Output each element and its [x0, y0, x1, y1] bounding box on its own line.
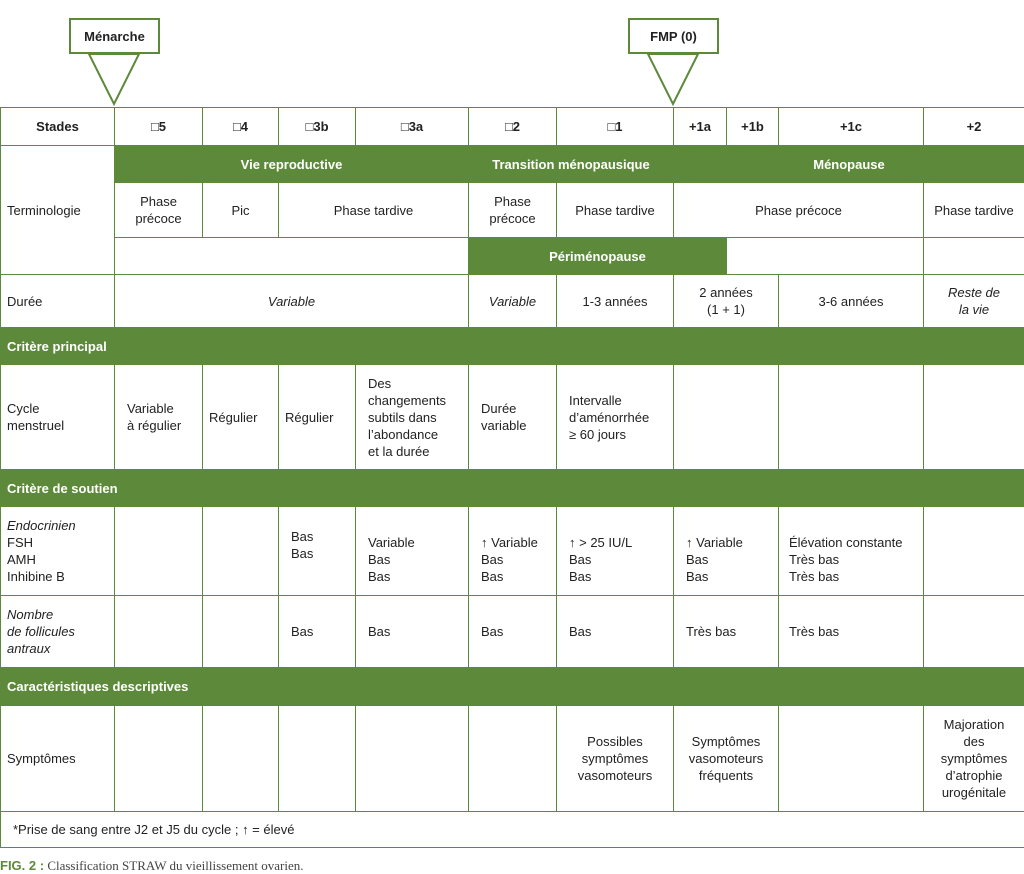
cell-line: et la durée	[368, 443, 430, 459]
stages-header-row	[1, 108, 1024, 146]
cell-line: fréquents	[698, 768, 754, 783]
straw-table	[0, 107, 1024, 848]
cell-line: Bas	[481, 551, 504, 567]
cell-line: Bas	[686, 551, 709, 567]
follicules-row	[1, 596, 1024, 668]
fmp-arrow-icon	[628, 52, 719, 106]
cell-line: vasomoteurs	[577, 768, 653, 783]
cycle-s4: Régulier	[203, 365, 279, 470]
foll-s3b: Bas	[279, 596, 356, 668]
foll-p1c: Très bas	[779, 596, 924, 668]
empty-cell	[924, 238, 1024, 275]
stage-header: □3a	[356, 108, 469, 146]
caption-prefix: FIG. 2 :	[0, 858, 45, 873]
fmp-marker	[628, 18, 719, 106]
cell-line: Possibles	[587, 734, 643, 749]
cell-line: subtils dans	[368, 409, 437, 425]
duree-label: Durée	[1, 275, 115, 328]
cell-line: Bas	[291, 529, 314, 544]
duree-s2: Variable	[469, 275, 557, 328]
section-principal: Critère principal	[1, 328, 1024, 365]
phase-cell: Phase tardive	[924, 183, 1024, 238]
cell-line: ↑ Variable	[686, 534, 743, 550]
cycle-row	[1, 365, 1024, 470]
cell-line: Bas	[368, 568, 391, 584]
endo-s2	[469, 507, 557, 596]
cell-line: Symptômes	[691, 734, 761, 749]
cell-line: Bas	[569, 568, 592, 584]
caption-text: Classification STRAW du vieillissement ovarien.	[44, 858, 304, 873]
cell-line: des	[963, 734, 985, 749]
duree-p2	[924, 275, 1024, 328]
cell-line: Durée	[481, 401, 517, 416]
duree-line: Reste de	[947, 285, 1001, 300]
label-line: Cycle	[7, 401, 40, 416]
stage-header: +2	[924, 108, 1024, 146]
cell-line: Élévation constante	[789, 534, 903, 550]
menarche-arrow-icon	[69, 52, 160, 106]
empty-cell	[203, 706, 279, 812]
empty-cell	[356, 706, 469, 812]
cell-line: Variable	[368, 534, 415, 550]
stage-header: +1b	[727, 108, 779, 146]
endo-p1c	[779, 507, 924, 596]
cell-line: variable	[481, 418, 527, 433]
duree-p1ab	[674, 275, 779, 328]
fmp-label: FMP (0)	[628, 18, 719, 54]
endo-s1	[557, 507, 674, 596]
figure-caption	[0, 858, 303, 874]
stage-header: □2	[469, 108, 557, 146]
cell-line: Bas	[481, 568, 504, 584]
empty-cell	[924, 596, 1024, 668]
sympt-p2	[924, 706, 1024, 812]
phase-cell: Phase précoce	[115, 183, 203, 238]
phase-cell: Phase tardive	[279, 183, 469, 238]
duree-s1: 1-3 années	[557, 275, 674, 328]
cell-line: Bas	[291, 546, 314, 561]
foll-p1ab: Très bas	[674, 596, 779, 668]
endo-s3a	[356, 507, 469, 596]
foll-s3a: Bas	[356, 596, 469, 668]
terminology-label: Terminologie	[1, 146, 115, 275]
cell-line: symptômes	[581, 751, 649, 766]
follicules-label	[1, 596, 115, 668]
label-line: AMH	[7, 552, 36, 567]
stage-header: +1a	[674, 108, 727, 146]
menarche-marker	[69, 18, 160, 106]
cell-line: à régulier	[127, 418, 182, 433]
empty-cell	[115, 507, 203, 596]
cell-line: vasomoteurs	[688, 751, 764, 766]
cell-line: ≥ 60 jours	[569, 426, 626, 442]
cycle-s3a	[356, 365, 469, 470]
phase-cell: Pic	[203, 183, 279, 238]
empty-cell	[779, 706, 924, 812]
cell-line: ↑ Variable	[481, 534, 538, 550]
cell-line: Très bas	[789, 551, 840, 567]
stage-header: +1c	[779, 108, 924, 146]
menarche-label: Ménarche	[69, 18, 160, 54]
empty-cell	[203, 507, 279, 596]
cell-line: Variable	[127, 401, 174, 416]
section-descriptives: Caractéristiques descriptives	[1, 668, 1024, 706]
cell-line: Bas	[569, 551, 592, 567]
cell-line: d’aménorrhée	[569, 409, 650, 425]
stages-label: Stades	[1, 108, 115, 146]
phase-cell: Phase précoce	[469, 183, 557, 238]
menopause-band: Ménopause	[674, 146, 1024, 183]
stage-header: □4	[203, 108, 279, 146]
foll-s1: Bas	[557, 596, 674, 668]
empty-cell	[203, 596, 279, 668]
label-line: menstruel	[7, 418, 65, 433]
cell-line: Bas	[368, 551, 391, 567]
cycle-s2	[469, 365, 557, 470]
endo-s3b	[279, 507, 356, 596]
endocrine-label	[1, 507, 115, 596]
symptomes-row	[1, 706, 1024, 812]
vie-reproductive-band: Vie reproductive	[115, 146, 469, 183]
duree-repro: Variable	[115, 275, 469, 328]
empty-cell	[674, 365, 779, 470]
stage-header: □1	[557, 108, 674, 146]
perimenopause-band: Périménopause	[469, 238, 727, 275]
duree-line: la vie	[958, 302, 990, 317]
endo-p1ab	[674, 507, 779, 596]
footnote: *Prise de sang entre J2 et J5 du cycle ; ↑ = élevé	[1, 812, 1024, 848]
sympt-p1ab	[674, 706, 779, 812]
cell-line: d’atrophie	[945, 768, 1003, 783]
transition-band: Transition ménopausique	[469, 146, 674, 183]
foll-s2: Bas	[469, 596, 557, 668]
duree-line: (1 + 1)	[707, 302, 745, 317]
cycle-s3b: Régulier	[279, 365, 356, 470]
cycle-s5	[115, 365, 203, 470]
section-soutien: Critère de soutien	[1, 470, 1024, 507]
cell-line: urogénitale	[941, 785, 1007, 800]
label-line: antraux	[7, 641, 51, 656]
cell-line: changements	[368, 392, 447, 408]
duree-line: 2 années	[699, 285, 753, 300]
label-line: Nombre	[7, 607, 54, 622]
empty-cell	[727, 238, 924, 275]
endocrine-row	[1, 507, 1024, 596]
empty-cell	[469, 706, 557, 812]
empty-cell	[924, 365, 1024, 470]
empty-cell	[779, 365, 924, 470]
label-line: de follicules	[7, 624, 75, 639]
cell-line: Bas	[686, 568, 709, 584]
empty-cell	[924, 507, 1024, 596]
duree-p1c: 3-6 années	[779, 275, 924, 328]
cycle-label	[1, 365, 115, 470]
empty-cell	[115, 706, 203, 812]
symptomes-label: Symptômes	[1, 706, 115, 812]
label-line: Endocrinien	[7, 518, 76, 533]
cell-line: ↑ > 25 IU/L	[569, 534, 633, 550]
stage-header: □3b	[279, 108, 356, 146]
phase-cell: Phase tardive	[557, 183, 674, 238]
sympt-s1	[557, 706, 674, 812]
duree-row	[1, 275, 1024, 328]
cell-line: Intervalle	[569, 392, 622, 408]
cell-line: Majoration	[943, 717, 1005, 732]
empty-cell	[279, 706, 356, 812]
empty-cell	[115, 596, 203, 668]
phase-cell: Phase précoce	[674, 183, 924, 238]
cell-line: Des	[368, 375, 392, 391]
label-line: FSH	[7, 535, 33, 550]
empty-cell	[115, 238, 469, 275]
label-line: Inhibine B	[7, 569, 65, 584]
cell-line: l’abondance	[368, 426, 439, 442]
cell-line: Très bas	[789, 568, 840, 584]
cycle-s1	[557, 365, 674, 470]
cell-line: symptômes	[940, 751, 1008, 766]
stage-header: □5	[115, 108, 203, 146]
